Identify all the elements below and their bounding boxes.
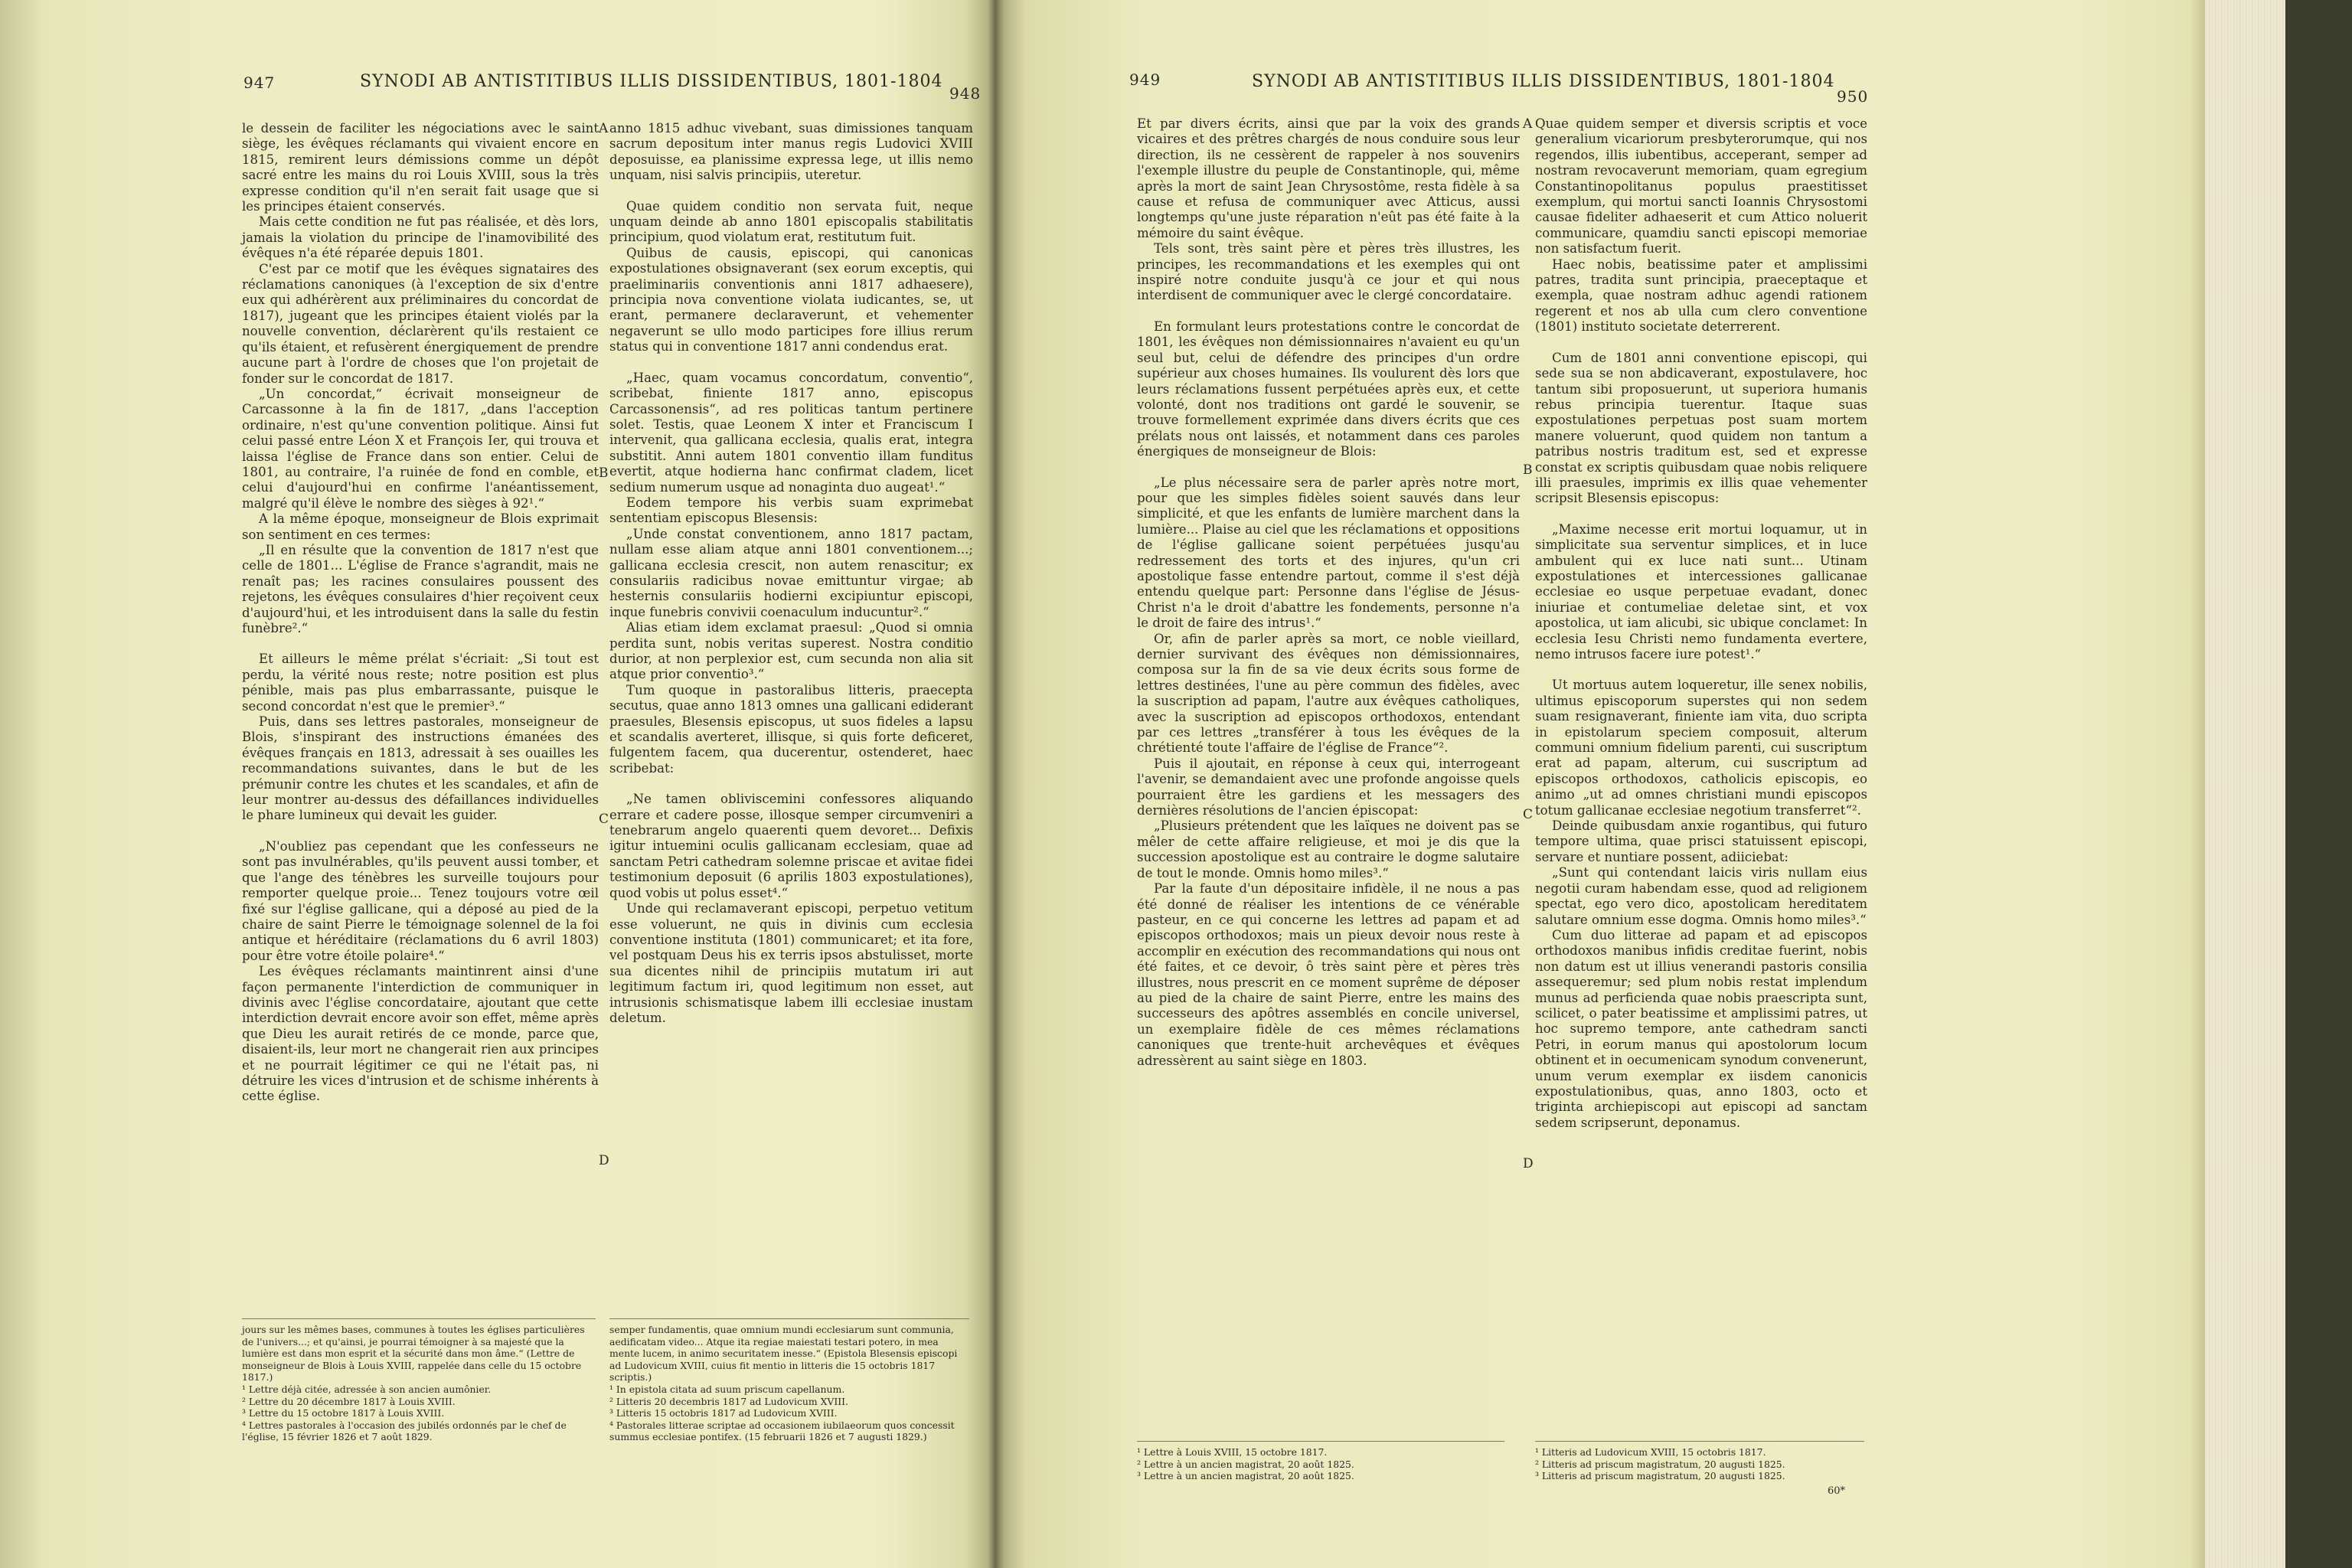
running-head-title: SYNODI AB ANTISTITIBUS ILLIS DISSIDENTIBUS, 1801-1804 xyxy=(1252,72,1835,91)
left-page xyxy=(0,0,988,1568)
footnote: ³ Lettre à un ancien magistrat, 20 août 1825. xyxy=(1137,1470,1354,1482)
paragraph: Quae quidem semper et diversis scriptis et voce generalium vicariorum presbyterorumque, qui nos regendos, illis iubentibus, acceperant, semper ad nostram revocaverunt memoriam, quam egregium Constantinopolitanus populus praestitisset exemplum, qui mortui sancti Ioannis Chrysostomi causae fideliter adhaeserit et cum Attico noluerit communicare, quamdiu sancti episcopi memoriae non satisfactum fuerit. xyxy=(1535,116,1867,256)
page-number: 948 xyxy=(949,84,982,103)
paragraph: Alias etiam idem exclamat praesul: „Quod si omnia perdita sunt, nobis veritas superest. Nostra conditio durior, at non perplexior est, cum secunda non alia sit atque prior conventio³.“ xyxy=(609,620,973,682)
paragraph: „Sunt qui contendant laicis viris nullam eius negotii curam habendam esse, quod ad religionem spectat, ego vero dico, apostolicam hereditatem salutare omnium esse dogma. Omnis homo miles³.“ xyxy=(1535,865,1867,927)
paragraph: „Le plus nécessaire sera de parler après notre mort, pour que les simples fidèles soient sauvés dans leur simplicité, et que les enfants de lumière marchent dans la lumière... Plaise au ciel que les réclamations et oppositions de l'église gallicane soient perpétuées jusqu'au redressement des torts et des injures, qu'un cri apostolique fasse entendre partout, comme il s'est déjà entendu quelque part: Personne dans l'église de Jésus-Christ n'a le droit d'abattre les fondements, personne n'a le droit de faire des intrus¹.“ xyxy=(1137,475,1520,631)
paragraph: Mais cette condition ne fut pas réalisée, et dès lors, jamais la violation du principe de l'inamovibilité des évêques n'a été réparée depuis 1801. xyxy=(242,214,599,261)
section-marker: D xyxy=(1523,1156,1534,1171)
left-running-header xyxy=(0,74,988,104)
paragraph: Tum quoque in pastoralibus litteris, praecepta secutus, quae anno 1813 omnes una gallicani ediderant praesules, Blesensis episcopus, ut suos fideles a lapsu et scandalis averteret, illisque, si quis forte deficeret, fulgentem facem, qua ducerentur, ostenderet, haec scribebat: xyxy=(609,682,973,776)
paragraph: Et par divers écrits, ainsi que par la voix des grands vicaires et des prêtres chargés de nous conduire sous leur direction, ils ne cessèrent de rappeler à nos souvenirs l'exemple illustre du peuple de Constantinople, qui, même après la mort de saint Jean Chrysostôme, resta fidèle à sa cause et refusa de communiquer avec Atticus, aussi longtemps qu'une juste réparation n'eût pas été faite à la mémoire du saint évêque. xyxy=(1137,116,1520,240)
paragraph: Quae quidem conditio non servata fuit, neque unquam deinde ab anno 1801 episcopalis stabilitatis principium, quod violatum erat, restitutum fuit. xyxy=(609,198,973,245)
paragraph: Puis il ajoutait, en réponse à ceux qui, interrogeant l'avenir, se demandaient avec une profonde angoisse quels pourraient être les gardiens et les messagers des dernières résolutions de l'ancien épiscopat: xyxy=(1137,756,1520,818)
paragraph: le dessein de faciliter les négociations avec le saint siège, les évêques réclamants qui vivaient encore en 1815, remirent leurs démissions comme un dépôt sacré entre les mains du roi Louis XVIII, sous la très expresse condition qu'il n'en serait fait usage que si les principes étaient conservés. xyxy=(242,121,599,214)
footnote: semper fundamentis, quae omnium mundi ecclesiarum sunt communia, aedificatam video... Atque ita regiae maiestati testari potero, in mea mente lucem, in animo securitatem inesse.“ (Epistola Blesensis episcopi ad Ludovicum XVIII, cuius fit mentio in litteris die 15 octobris 1817 scriptis.) xyxy=(609,1324,958,1383)
paragraph: Cum duo litterae ad papam et ad episcopos orthodoxos manibus infidis creditae fuerint, nobis non datum est ut illius venerandi pastoris consilia assequeremur; sed plum nobis restat implendum munus ad perficienda quae nobis praescripta sunt, scilicet, o pater beatissime et amplissimi patres, ut hoc supremo tempore, ante cathedram sancti Petri, in eorum manus qui apostolorum locum obtinent et in oecumenicam synodum convenerunt, unum verum exemplar ex iisdem canonicis expostulationibus, quas, anno 1803, octo et triginta archiepiscopi aut episcopi ad sanctam sedem scripserunt, deponamus. xyxy=(1535,927,1867,1130)
paragraph: Quibus de causis, episcopi, qui canonicas expostulationes obsignaverant (sex eorum exceptis, qui praeliminariis conventionis anni 1817 adhaesere), principia nova conventione violata iudicantes, se, ut erant, permanere declaraverunt, et vehementer negaverunt se ullo modo participes fore illius rerum status qui in conventione 1817 anni condendus erat. xyxy=(609,245,973,354)
paragraph: En formulant leurs protestations contre le concordat de 1801, les évêques non démissionnaires n'avaient eu qu'un seul but, celui de défendre des principes d'un ordre supérieur aux choses humaines. Ils voulurent dès lors que leurs réclamations fussent perpétuées après eux, et cette volonté, dont nos traditions ont gardé le souvenir, se trouve formellement exprimée dans divers écrits que ces prélats nous ont laissés, et notamment dans ces paroles énergiques de monseigneur de Blois: xyxy=(1137,318,1520,459)
footnote: ³ Lettre du 15 octobre 1817 à Louis XVIII. xyxy=(242,1407,445,1419)
text-column-latin xyxy=(609,121,973,1026)
footnote: ¹ In epistola citata ad suum priscum capellanum. xyxy=(609,1383,845,1395)
page-number: 947 xyxy=(243,74,276,92)
paragraph: „Ne tamen obliviscemini confessores aliquando errare et cadere posse, illosque semper circumveniri a tenebrarum angelo quaerenti quem devoret... Defixis igitur intuemini oculis gallicanam ecclesiam, quae ad sanctam Petri cathedram solemne priscae et avitae fidei testimonium deposuit (6 aprilis 1803 expostulationes), quod vobis ut polus esset⁴.“ xyxy=(609,792,973,900)
section-marker: A xyxy=(1523,116,1533,132)
paragraph: „Unde constat conventionem, anno 1817 pactam, nullam esse aliam atque anni 1801 conventionem...; gallicana ecclesia crescit, non autem renascitur; ex consulariis radicibus novae emittuntur virgae; ab hesternis consulariis hodierni excipiuntur episcopi, inque funebris convivii coenaculum inducuntur².“ xyxy=(609,526,973,619)
paragraph: Et ailleurs le même prélat s'écriait: „Si tout est perdu, la vérité nous reste; notre position est plus pénible, mais pas plus embarrassante, puisque le second concordat n'est que le premier³.“ xyxy=(242,652,599,714)
section-marker: D xyxy=(599,1153,609,1168)
text-column-latin xyxy=(1535,116,1867,1131)
signature-mark: 60* xyxy=(1828,1485,1846,1497)
footnotes-latin xyxy=(609,1318,969,1443)
paragraph: Or, afin de parler après sa mort, ce noble vieillard, dernier survivant des évêques non démissionnaires, composa sur la fin de sa vie deux écrits sous forme de lettres destinées, l'une au père commun des fidèles, avec la suscription ad papam, l'autre aux évêques catholiques, avec la suscription ad episcopos orthodoxos, entendant par ces lettres „transférer à tous les évêques de la chrétienté toute l'affaire de l'église de France“². xyxy=(1137,631,1520,756)
paragraph: A la même époque, monseigneur de Blois exprimait son sentiment en ces termes: xyxy=(242,511,599,542)
section-marker: C xyxy=(1523,807,1534,822)
section-marker: A xyxy=(599,121,609,136)
running-head-title: SYNODI AB ANTISTITIBUS ILLIS DISSIDENTIBUS, 1801-1804 xyxy=(360,72,943,91)
paragraph: „Un concordat,“ écrivait monseigneur de Carcassonne à la fin de 1817, „dans l'acception ordinaire, n'est qu'une convention politique. Ainsi fut celui passé entre Léon X et François Ier, qui trouva et laissa l'église de France dans son entier. Celui de 1801, au contraire, l'a ruinée de fond en comble, et celui d'aujourd'hui en confirme l'anéantissement, malgré qu'il élève le nombre des sièges à 92¹.“ xyxy=(242,386,599,511)
paragraph: „Maxime necesse erit mortui loquamur, ut in simplicitate sua serventur simplices, et in luce ambulent qui ex luce nati sunt... Utinam expostulationes et intercessiones gallicanae ecclesiae eo usque perpetuae evadant, donec iniuriae et contumeliae deletae sint, et vox apostolica, ut iam alicubi, sic ubique conclamet: In ecclesia Iesu Christi nemo fundamenta evertere, nemo intrusos facere iure potest¹.“ xyxy=(1535,521,1867,662)
paragraph: „N'oubliez pas cependant que les confesseurs ne sont pas invulnérables, qu'ils peuvent aussi tomber, et que l'ange des ténèbres les surveille toujours pour remporter quelque proie... Tenez toujours votre œil fixé sur l'église gallicane, qui a déposé au pied de la chaire de saint Pierre le témoignage solennel de la foi antique et héréditaire (réclamations du 6 avril 1803) pour être votre étoile polaire⁴.“ xyxy=(242,838,599,963)
footnote: ² Litteris 20 decembris 1817 ad Ludovicum XVIII. xyxy=(609,1395,848,1407)
footnote: ² Lettre du 20 décembre 1817 à Louis XVIII. xyxy=(242,1395,456,1407)
paragraph: C'est par ce motif que les évêques signataires des réclamations canoniques (à l'exception de six d'entre eux qui adhérèrent aux préliminaires du concordat de 1817), jugeant que les principes étaient violés par la nouvelle convention, déclarèrent qu'ils restaient ce qu'ils étaient, et refusèrent énergiquement de prendre aucune part à l'ordre de choses que l'on projetait de fonder sur le concordat de 1817. xyxy=(242,261,599,386)
paragraph: Ut mortuus autem loqueretur, ille senex nobilis, ultimus episcoporum superstes qui non sedem suam resignaverant, finiente iam vita, duo scripta in epistolarum speciem composuit, alterum communi omnium fidelium parenti, cui suscriptum erat ad papam, alterum, cui suscriptum ad episcopos orthodoxos, catholicis episcopis, eo animo „ut ad omnes christiani mundi episcopos totum gallicanae ecclesiae negotium transferret“². xyxy=(1535,678,1867,818)
section-marker: B xyxy=(599,466,609,481)
footnote: ¹ Lettre déjà citée, adressée à son ancien aumônier. xyxy=(242,1383,492,1395)
footnote: ³ Litteris ad priscum magistratum, 20 augusti 1825. xyxy=(1535,1470,1785,1482)
footnotes-french xyxy=(1137,1441,1504,1482)
paragraph: Puis, dans ses lettres pastorales, monseigneur de Blois, s'inspirant des instructions émanées des évêques français en 1813, adressait à ses ouailles les recommandations suivantes, dans le but de les prémunir contre les chutes et les scandales, et afin de leur montrer au-dessus des défaillances individuelles le phare lumineux qui devait les guider. xyxy=(242,714,599,823)
paragraph: Les évêques réclamants maintinrent ainsi d'une façon permanente l'interdiction de communiquer in divinis avec l'église concordataire, ajoutant que cette interdiction devrait encore avoir son effet, même après que Dieu les aurait retirés de ce monde, parce que, disaient-ils, leur mort ne changerait rien aux principes et ne pourrait légitimer ce qui ne l'était pas, ni détruire les vices d'intrusion et de schisme inhérents à cette église. xyxy=(242,964,599,1104)
right-page xyxy=(999,0,2216,1568)
paragraph: „Il en résulte que la convention de 1817 n'est que celle de 1801... L'église de France s'agrandit, mais ne renaît pas; les racines consulaires poussent des rejetons, les évêques consulaires d'hier reçoivent ceux d'aujourd'hui, et les introduisent dans la salle du festin funèbre².“ xyxy=(242,542,599,635)
paragraph: Eodem tempore his verbis suam exprimebat sententiam episcopus Blesensis: xyxy=(609,495,973,526)
paragraph: „Haec, quam vocamus concordatum, conventio“, scribebat, finiente 1817 anno, episcopus Carcassonensis“, ad res politicas tantum pertinere solet. Testis, quae Leonem X inter et Franciscum I intervenit, qua gallicana ecclesia, qualis erat, integra substitit. Anni autem 1801 conventio illam funditus evertit, atque hodierna hanc confirmat cladem, licet sedium numerum usque ad nonaginta duo augeat¹.“ xyxy=(609,370,973,495)
section-marker: B xyxy=(1523,462,1533,478)
footnote: jours sur les mêmes bases, communes à toutes les églises particulières de l'univers...; et qu'ainsi, je pourrai témoigner à sa majesté que la lumière est dans mon esprit et la sécurité dans mon âme.“ (Lettre de monseigneur de Blois à Louis XVIII, rappelée dans celle du 15 octobre 1817.) xyxy=(242,1324,585,1383)
page-number: 949 xyxy=(1129,70,1161,89)
paragraph: „Plusieurs prétendent que les laïques ne doivent pas se mêler de cette affaire religieuse, et moi je dis que la succession apostolique est au contraire le dogme salutaire de tout le monde. Omnis homo miles³.“ xyxy=(1137,818,1520,880)
footnotes-french xyxy=(242,1318,596,1443)
text-column-french xyxy=(1137,116,1520,1069)
footnote: ² Litteris ad priscum magistratum, 20 augusti 1825. xyxy=(1535,1458,1785,1470)
paragraph: Tels sont, très saint père et pères très illustres, les principes, les recommandations et les exemples qui ont inspiré notre conduite jusqu'à ce jour et qui nous interdisent de communiquer avec le clergé concordataire. xyxy=(1137,241,1520,303)
page-number: 950 xyxy=(1837,87,1869,106)
right-running-header xyxy=(999,70,2216,106)
footnote: ⁴ Pastorales litterae scriptae ad occasionem iubilaeorum quos concessit summus ecclesiae pontifex. (15 februarii 1826 et 7 augusti 1829.) xyxy=(609,1419,955,1443)
paragraph: Deinde quibusdam anxie rogantibus, qui futuro tempore ultima, quae prisci statuissent episcopi, servare et nuntiare possent, adiiciebat: xyxy=(1535,818,1867,864)
paragraph: Par la faute d'un dépositaire infidèle, il ne nous a pas été donné de réaliser les intentions de ce vénérable pasteur, en ce qui concerne les lettres ad papam et ad episcopos orthodoxos; mais un pieux devoir nous reste à accomplir en exécution des recommandations qui nous ont été faites, et ce devoir, ô très saint père et pères très illustres, nous prescrit en ce moment suprême de déposer au pied de la chaire de saint Pierre, entre les mains des successeurs des apôtres assemblés en concile universel, un exemplaire fidèle de ces mêmes réclamations canoniques que trente-huit archevêques et évêques adressèrent au saint siège en 1803. xyxy=(1137,881,1520,1068)
footnote: ² Lettre à un ancien magistrat, 20 août 1825. xyxy=(1137,1458,1354,1470)
footnote: ¹ Litteris ad Ludovicum XVIII, 15 octobris 1817. xyxy=(1535,1446,1766,1458)
paragraph: anno 1815 adhuc vivebant, suas dimissiones tanquam sacrum depositum inter manus regis Ludovici XVIII deposuisse, ea planissime expressa lege, ut illis nemo unquam, nisi salvis principiis, uteretur. xyxy=(609,121,973,183)
paragraph: Unde qui reclamaverant episcopi, perpetuo vetitum esse voluerunt, ne quis in divinis cum ecclesia conventione instituta (1801) communicaret; et ita fore, vel postquam Deus his ex terris ipsos abstulisset, morte sua dicentes nihil de principiis mutatum iri aut legitimum factum iri, quod legitimum non esset, aut intrusionis schismatisque labem illi ecclesiae inustam deletum. xyxy=(609,901,973,1025)
text-column-french xyxy=(242,121,599,1105)
paragraph: Cum de 1801 anni conventione episcopi, qui sede sua se non abdicaverant, expostulavere, hoc tantum sibi proposuerunt, ut superiora humanis rebus principia tuerentur. Itaque suas expostulationes perpetuas post suam mortem manere voluerunt, quod quidem non tantum a patribus nostris traditum est, sed et expresse constat ex scriptis quibusdam quae nobis reliquere illi praesules, imprimis ex illis quae vehementer scripsit Blesensis episcopus: xyxy=(1535,350,1867,506)
page-edges xyxy=(2205,0,2289,1568)
section-marker: C xyxy=(599,812,609,827)
paragraph: Haec nobis, beatissime pater et amplissimi patres, tradita sunt principia, praeceptaque et exempla, quae nostram adhuc agendi rationem regerent et nos ab ulla cum clero conventione (1801) instituto societate deterrerent. xyxy=(1535,256,1867,335)
book-cover-edge xyxy=(2285,0,2352,1568)
footnote: ¹ Lettre à Louis XVIII, 15 octobre 1817. xyxy=(1137,1446,1328,1458)
footnotes-latin xyxy=(1535,1441,1864,1482)
footnote: ³ Litteris 15 octobris 1817 ad Ludovicum XVIII. xyxy=(609,1407,838,1419)
footnote: ⁴ Lettres pastorales à l'occasion des jubilés ordonnés par le chef de l'église, 15 février 1826 et 7 août 1829. xyxy=(242,1419,567,1443)
